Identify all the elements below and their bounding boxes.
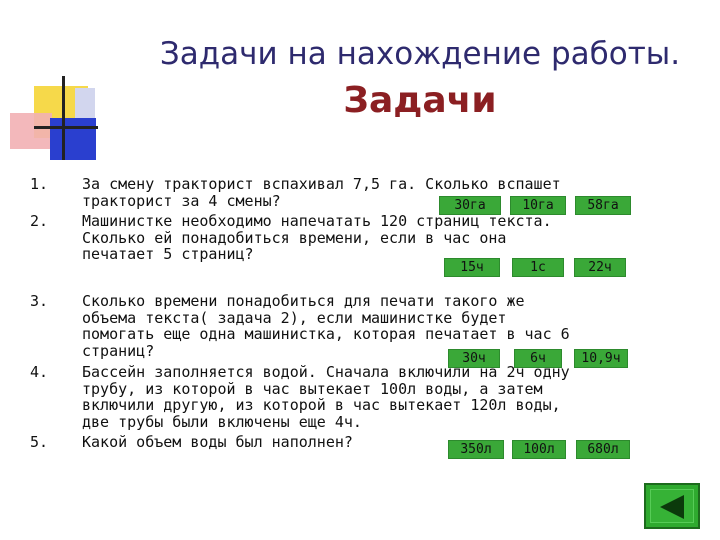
back-button[interactable] bbox=[644, 483, 700, 529]
answer-button-1b[interactable]: 10га bbox=[510, 196, 566, 215]
triangle-left-icon bbox=[658, 494, 686, 520]
problem-number: 2. bbox=[30, 212, 49, 230]
answer-button-1a[interactable]: 30га bbox=[439, 196, 501, 215]
problem-2 bbox=[30, 213, 690, 263]
answer-button-2b[interactable]: 1с bbox=[512, 258, 564, 277]
problem-text: Бассейн заполняется водой. Сначала включили на 2ч одну трубу, из которой в час вытекает 100л воды, а затем включили другую, из которой в час вытекает 120л воды, две трубы были включены еще 4ч. bbox=[82, 363, 570, 431]
problem-number: 4. bbox=[30, 363, 49, 381]
answer-button-1c[interactable]: 58га bbox=[575, 196, 631, 215]
logo-blue-square bbox=[50, 118, 96, 160]
logo-pink-square bbox=[10, 113, 52, 149]
problem-4 bbox=[30, 364, 690, 430]
logo-vertical-line bbox=[62, 76, 65, 160]
answer-button-2a[interactable]: 15ч bbox=[444, 258, 500, 277]
page-title: Задачи на нахождение работы. bbox=[159, 36, 681, 72]
logo-horizontal-line bbox=[34, 126, 98, 129]
answer-button-3b[interactable]: 6ч bbox=[514, 349, 562, 368]
answer-button-5b[interactable]: 100л bbox=[512, 440, 566, 459]
problem-number: 5. bbox=[30, 433, 49, 451]
answer-button-5c[interactable]: 680л bbox=[576, 440, 630, 459]
answer-button-3a[interactable]: 30ч bbox=[448, 349, 500, 368]
problem-text: Какой объем воды был наполнен? bbox=[82, 433, 353, 451]
problem-text: Сколько времени понадобиться для печати такого же объема текста( задача 2), если машинистке будет помогать еще одна машинистка, которая печатает в час 6 страниц? bbox=[82, 292, 570, 360]
problem-text: За смену тракторист вспахивал 7,5 га. Сколько вспашет тракторист за 4 смены? bbox=[82, 175, 561, 210]
problem-text: Машинистке необходимо напечатать 120 страниц текста. Сколько ей понадобиться времени, если в час она печатает 5 страниц? bbox=[82, 212, 552, 263]
answer-button-3c[interactable]: 10,9ч bbox=[574, 349, 628, 368]
answer-button-5a[interactable]: 350л bbox=[448, 440, 504, 459]
problem-number: 3. bbox=[30, 292, 49, 310]
answer-button-2c[interactable]: 22ч bbox=[574, 258, 626, 277]
page-subtitle: Задачи bbox=[343, 80, 497, 121]
problem-number: 1. bbox=[30, 175, 49, 193]
